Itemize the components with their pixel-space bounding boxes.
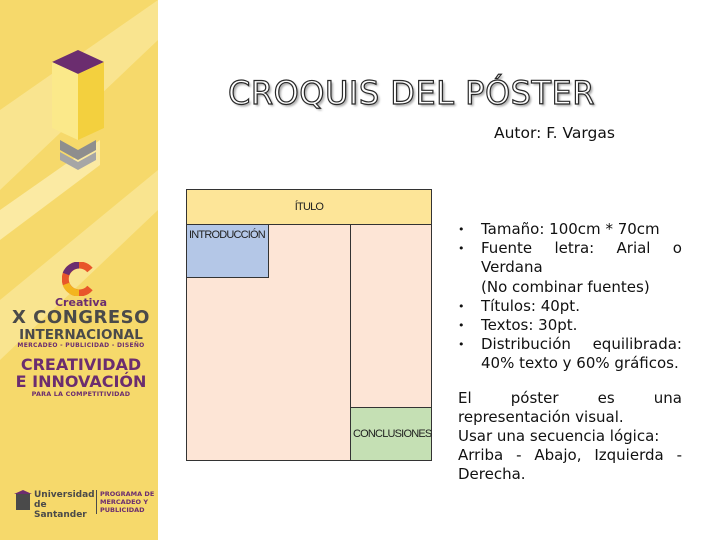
sidebar-band [0, 0, 158, 540]
sketch-title-box: ÍTULO [186, 189, 432, 225]
creativa-logo-icon [62, 262, 96, 296]
bullet-dot: • [458, 299, 465, 313]
program-line-3: PUBLICIDAD [100, 506, 145, 514]
bullet-line: Fuente letra: Arial o [481, 239, 682, 258]
slide-author: Autor: F. Vargas [494, 124, 615, 142]
sketch-intro-box: INTRODUCCIÓN [186, 224, 269, 278]
spec-bullet [458, 220, 682, 239]
bullet-dot: • [458, 319, 465, 333]
cube-right-shape [78, 62, 104, 140]
university-name-line-2: de Santander [34, 500, 87, 520]
bullet-dot: • [458, 338, 465, 352]
university-name [34, 490, 98, 520]
paragraph-line: Derecha. [458, 465, 526, 484]
spec-bullet-list [458, 220, 682, 374]
slogan-line-2: E INNOVACIÓN [15, 372, 147, 391]
right-body-area [350, 224, 432, 408]
slide-title: CROQUIS DEL PÓSTER [228, 74, 595, 112]
bullet-dot: • [458, 242, 465, 256]
bullet-line: Títulos: 40pt. [481, 296, 580, 315]
congress-topics: MERCADEO - PUBLICIDAD - DISEÑO [17, 342, 145, 349]
bullet-line: Distribución equilibrada: [481, 335, 682, 354]
congress-title: X CONGRESO [12, 307, 150, 328]
bullet-line: (No combinar fuentes) [481, 277, 650, 296]
bullet-line: 40% texto y 60% gráficos. [481, 354, 679, 373]
spec-bullet [458, 335, 682, 373]
university-shield-icon [14, 490, 32, 512]
spec-bullet [458, 297, 682, 316]
cube-left-shape [52, 62, 78, 140]
paragraph-line: El póster es una [458, 388, 682, 407]
paragraph-line: Arriba - Abajo, Izquierda - [458, 446, 682, 465]
paragraph-line: representación visual. [458, 407, 624, 426]
poster-sketch [186, 189, 432, 461]
spec-bullet [458, 239, 682, 297]
slogan-line-3: PARA LA COMPETITIVIDAD [31, 390, 131, 398]
bullet-line: Verdana [481, 258, 543, 277]
congress-subtitle: INTERNACIONAL [19, 327, 143, 343]
brand-word: Creativa [54, 296, 107, 309]
program-line-2: MERCADEO Y [100, 498, 149, 506]
university-logo [14, 488, 154, 518]
program-line-1: PROGRAMA DE [100, 490, 155, 498]
spec-paragraph [458, 389, 682, 485]
university-name-line-1: Universidad [34, 490, 95, 500]
spec-bullet [458, 316, 682, 335]
bullet-line: Textos: 30pt. [481, 316, 578, 335]
bullet-line: Tamaño: 100cm * 70cm [481, 220, 660, 238]
bullet-dot: • [458, 223, 465, 236]
sketch-conclusions-box: CONCLUSIONES [350, 407, 432, 461]
spec-text-panel [458, 220, 682, 485]
slogan-line-1: CREATIVIDAD [20, 355, 142, 374]
paragraph-line: Usar una secuencia lógica: [458, 427, 660, 446]
program-name [96, 490, 158, 514]
